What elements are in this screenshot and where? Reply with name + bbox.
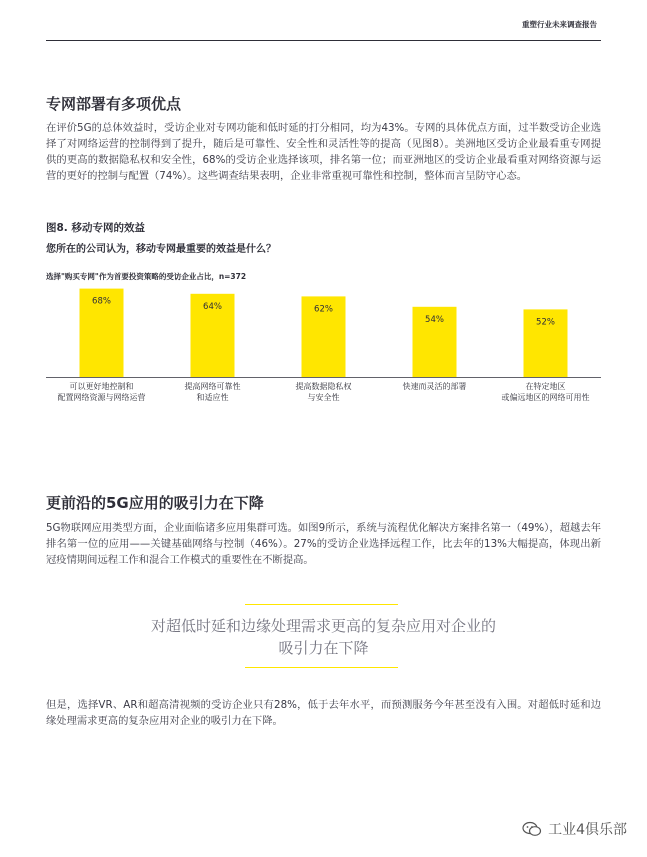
quote-top-rule	[245, 604, 398, 605]
pull-quote	[46, 615, 601, 659]
watermark-text: 工业4俱乐部	[548, 822, 627, 838]
category-label-4-line-1: 快速而灵活的部署	[402, 382, 467, 391]
closing-paragraph: 但是，选择VR、AR和超高清视频的受访企业只有28%，低于去年水平，而预测服务今年甚至没有入围。对超低时延和边缘处理需求更高的复杂应用对企业的吸引力在下降。	[46, 699, 601, 727]
wechat-icon	[522, 821, 542, 837]
quote-bottom-rule	[245, 667, 398, 668]
figure-note: 选择"购买专网"作为首要投资策略的受访企业占比，n=372	[46, 272, 247, 281]
pull-quote-line-2: 吸引力在下降	[278, 639, 369, 657]
benefits-bar-chart	[46, 285, 601, 415]
category-label-1-line-2: 配置网络资源与网络运营	[57, 393, 146, 402]
category-label-2-line-2: 和适应性	[196, 393, 229, 402]
watermark	[522, 819, 627, 839]
bar-value-label-3: 62%	[314, 304, 333, 315]
category-label-5-line-1: 在特定地区	[525, 382, 566, 391]
bar-value-label-1: 68%	[92, 296, 111, 307]
header-divider	[46, 40, 601, 41]
category-label-3-line-2: 与安全性	[307, 393, 340, 402]
section-heading-5g-apps: 更前沿的5G应用的吸引力在下降	[46, 494, 264, 512]
bar-value-label-4: 54%	[425, 314, 444, 325]
section-paragraph-5g-apps: 5G物联网应用类型方面，企业面临诸多应用集群可选。如图9所示，系统与流程优化解决方案排名第一（49%），超越去年排名第一位的应用——关键基础网络与控制（46%）。27%的受访企业选择远程工作，比去年的13%大幅提高，体现出新冠疫情期间远程工作和混合工作模式的重要性在不断提高。	[46, 522, 601, 566]
section-heading-private-network: 专网部署有多项优点	[46, 95, 182, 113]
category-label-5-line-2: 或偏远地区的网络可用性	[501, 393, 590, 402]
pull-quote-line-1: 对超低时延和边缘处理需求更高的复杂应用对企业的	[150, 617, 496, 635]
report-header-title: 重塑行业未来调查报告	[522, 20, 597, 29]
bar-value-label-2: 64%	[203, 301, 222, 312]
category-label-1-line-1: 可以更好地控制和	[69, 382, 134, 391]
figure-title: 图8. 移动专网的效益	[46, 222, 145, 234]
section-paragraph-private-network: 在评价5G的总体效益时，受访企业对专网功能和低时延的打分相同，均为43%。专网的具体优点方面，过半数受访企业选择了对网络运营的控制得到了提升，随后是可靠性、安全性和灵活性等的提高（见图8）。美洲地区受访企业最看重专网提供的更高的数据隐私权和安全性，68%的受访企业选择该项，排名第一位；而亚洲地区的受访企业最看重对网络资源与运营的更好的控制与配置（74%）。这些调查结果表明，企业非常重视可靠性和控制，整体而言呈防守心态。	[46, 122, 601, 182]
category-label-3-line-1: 提高数据隐私权	[295, 382, 352, 391]
category-label-2-line-1: 提高网络可靠性	[184, 382, 241, 391]
figure-question: 您所在的公司认为，移动专网最重要的效益是什么？	[46, 244, 276, 255]
bar-value-label-5: 52%	[536, 317, 555, 328]
